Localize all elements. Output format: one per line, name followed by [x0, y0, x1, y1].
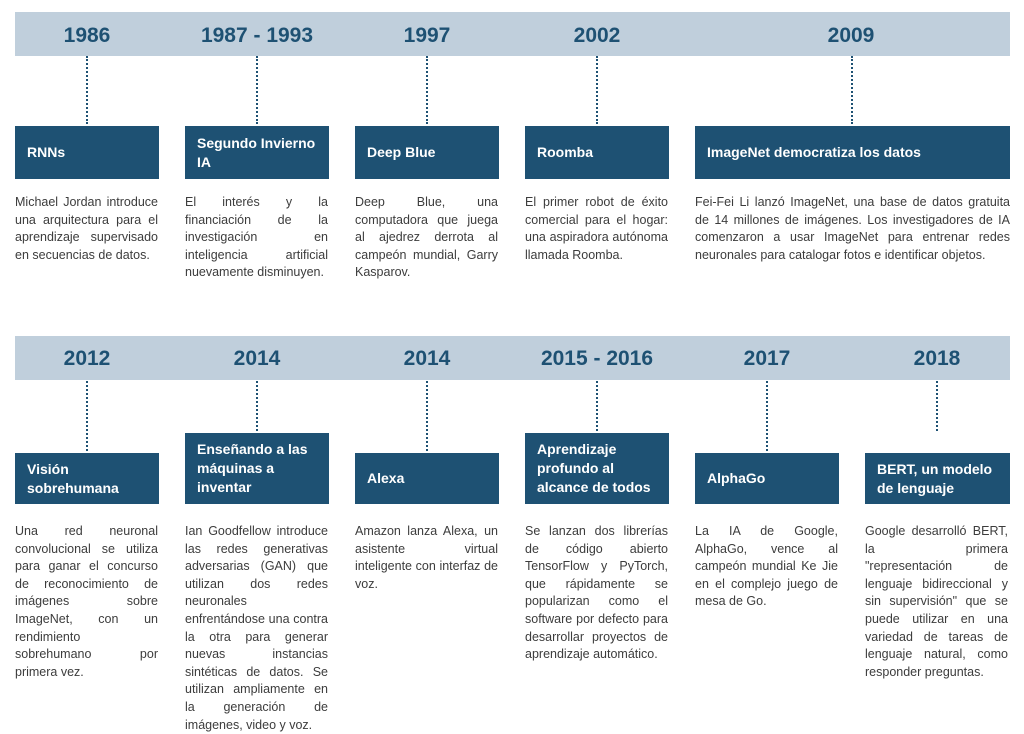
dotted-connector — [86, 381, 88, 451]
event-title-box: Roomba — [525, 126, 669, 179]
event-description: El primer robot de éxito comercial para el hogar: una aspiradora autónoma llamada Roomba. — [525, 195, 668, 262]
event-description: Deep Blue, una computadora que juega al ajedrez derrota al campeón mundial, Garry Kasparov. — [355, 195, 498, 280]
event-title-box: Segundo Invierno IA — [185, 126, 329, 179]
year-label: 2009 — [827, 24, 875, 47]
event-description: Google desarrolló BERT, la primera "representación de lenguaje bidireccional y sin supervisión" que se puede utilizar en una variedad de tareas de lenguaje natural, como responder preguntas. — [865, 524, 1008, 679]
event-title-box: Aprendizaje profundo al alcance de todos — [525, 433, 669, 504]
event-description: La IA de Google, AlphaGo, vence al campeón mundial Ke Jie en el complejo juego de mesa de Go. — [695, 524, 838, 609]
event-description: Amazon lanza Alexa, un asistente virtual inteligente con interfaz de voz. — [355, 524, 498, 591]
year-label: 2015 - 2016 — [540, 347, 654, 370]
year-label: 2012 — [63, 347, 111, 370]
event-description: Ian Goodfellow introduce las redes generativas adversarias (GAN) que utilizan dos redes neuronales enfrentándose una contra la otra para generar nuevas instancias sintéticas de datos. Se utilizan ampliamente en la generación de imágenes, video y voz. — [185, 524, 328, 732]
year-label: 1997 — [403, 24, 451, 47]
dotted-connector — [426, 381, 428, 451]
year-label: 1986 — [63, 24, 111, 47]
year-label: 2014 — [233, 347, 281, 370]
dotted-connector — [596, 381, 598, 431]
dotted-connector — [596, 56, 598, 124]
event-description: Michael Jordan introduce una arquitectura para el aprendizaje supervisado en secuencias de datos. — [15, 195, 158, 262]
event-description: Una red neuronal convolucional se utiliza para ganar el concurso de reconocimiento de imágenes sobre ImageNet, con un rendimiento sobrehumano por primera vez. — [15, 524, 158, 679]
dotted-connector — [86, 56, 88, 124]
event-title-box: RNNs — [15, 126, 159, 179]
event-title-box: ImageNet democratiza los datos — [695, 126, 1010, 179]
event-title-box: Alexa — [355, 453, 499, 504]
event-description: Fei-Fei Li lanzó ImageNet, una base de datos gratuita de 14 millones de imágenes. Los investigadores de IA comenzaron a usar ImageNet para entrenar redes neuronales para catalogar fotos e identificar objetos. — [695, 195, 1010, 262]
year-label: 1987 - 1993 — [200, 24, 314, 47]
event-title-box: AlphaGo — [695, 453, 839, 504]
dotted-connector — [256, 56, 258, 124]
year-label: 2002 — [573, 24, 621, 47]
year-label: 2017 — [743, 347, 791, 370]
event-title-box: Enseñando a las máquinas a inventar — [185, 433, 329, 504]
event-description: El interés y la financiación de la investigación en inteligencia artificial nuevamente disminuyen. — [185, 195, 328, 280]
event-title-box: BERT, un modelo de lenguaje — [865, 453, 1010, 504]
event-title-box: Deep Blue — [355, 126, 499, 179]
dotted-connector — [851, 56, 853, 124]
event-title-box: Visión sobrehumana — [15, 453, 159, 504]
dotted-connector — [936, 381, 938, 431]
year-label: 2018 — [913, 347, 961, 370]
dotted-connector — [766, 381, 768, 451]
dotted-connector — [256, 381, 258, 431]
event-description: Se lanzan dos librerías de código abierto TensorFlow y PyTorch, que rápidamente se popularizan como el software por defecto para desarrollar proyectos de aprendizaje automático. — [525, 524, 668, 662]
dotted-connector — [426, 56, 428, 124]
year-label: 2014 — [403, 347, 451, 370]
